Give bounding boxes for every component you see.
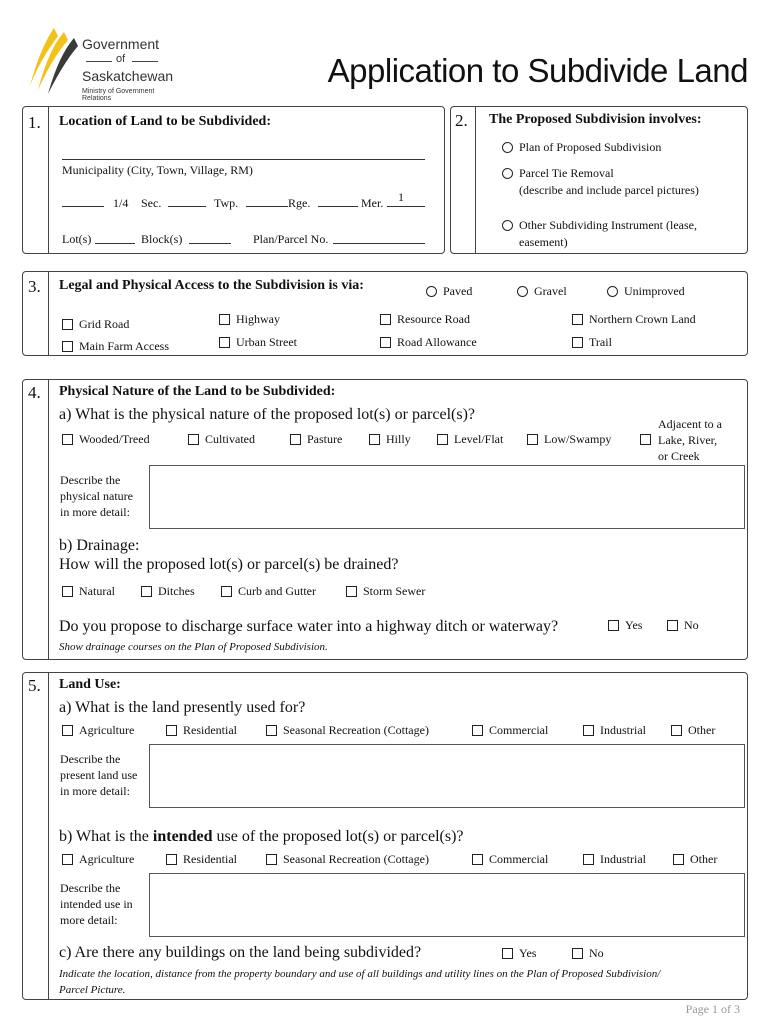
checkbox-other-b[interactable]: Other (673, 852, 717, 867)
checkbox-adjacent[interactable] (640, 432, 657, 447)
checkbox-buildings-no[interactable]: No (572, 946, 604, 961)
drainage-heading: b) Drainage: (59, 537, 140, 554)
section-2-heading: The Proposed Subdivision involves: (489, 112, 702, 127)
page-number: Page 1 of 3 (685, 1002, 740, 1016)
section-1-heading: Location of Land to be Subdivided: (59, 114, 271, 129)
section-5-heading: Land Use: (59, 677, 121, 692)
checkbox-buildings-yes[interactable]: Yes (502, 946, 536, 961)
checkbox-pasture[interactable]: Pasture (290, 432, 342, 447)
describe-physical-1: Describe the (60, 473, 121, 487)
describe-present-2: present land use (60, 768, 138, 782)
adjacent-label-1: Adjacent to a (658, 417, 722, 431)
checkbox-low-swampy[interactable]: Low/Swampy (527, 432, 611, 447)
section-2-number: 2. (455, 111, 468, 130)
rge-label: Rge. (288, 196, 311, 210)
describe-present-3: in more detail: (60, 784, 130, 798)
logo-of: of (116, 53, 126, 65)
logo-government: Government (82, 36, 160, 52)
checkbox-ditches[interactable]: Ditches (141, 584, 195, 599)
section-3-number: 3. (28, 277, 41, 296)
wheat-logo-icon (24, 26, 78, 96)
other-instrument-note: easement) (519, 235, 568, 249)
drainage-question: How will the proposed lot(s) or parcel(s) be drained? (59, 556, 399, 573)
section-5-number: 5. (28, 676, 41, 695)
adjacent-label-2: Lake, River, (658, 433, 718, 447)
section-4-question-a: a) What is the physical nature of the proposed lot(s) or parcel(s)? (59, 406, 475, 423)
section-3-heading: Legal and Physical Access to the Subdivision is via: (59, 278, 364, 293)
describe-present-1: Describe the (60, 752, 121, 766)
checkbox-seasonal-a[interactable]: Seasonal Recreation (Cottage) (266, 723, 429, 738)
section-5-divider (48, 672, 49, 1000)
block-label: Block(s) (141, 232, 183, 246)
buildings-note-1: Indicate the location, distance from the property boundary and use of all buildings and utility lines on the Plan of Proposed Subdivision/ (59, 968, 661, 980)
sec-field[interactable] (168, 206, 206, 207)
twp-label: Twp. (214, 196, 239, 210)
logo-saskatchewan: Saskatchewan (82, 68, 174, 84)
checkbox-grid-road[interactable]: Grid Road (62, 317, 129, 332)
section-5-question-b: b) What is the intended use of the proposed lot(s) or parcel(s)? (59, 828, 464, 845)
mer-label: Mer. (361, 196, 384, 210)
checkbox-curb-gutter[interactable]: Curb and Gutter (221, 584, 316, 599)
adjacent-label-3: or Creek (658, 449, 700, 463)
section-5-question-a: a) What is the land presently used for? (59, 699, 306, 716)
discharge-question: Do you propose to discharge surface water into a highway ditch or waterway? (59, 618, 559, 635)
buildings-note-2: Parcel Picture. (59, 984, 126, 996)
section-1-number: 1. (28, 113, 41, 132)
block-field[interactable] (189, 243, 231, 244)
radio-parcel-tie-removal[interactable]: Parcel Tie Removal (502, 166, 614, 181)
section-4-heading: Physical Nature of the Land to be Subdivided: (59, 384, 336, 399)
describe-intended-1: Describe the (60, 881, 121, 895)
present-use-textarea[interactable] (149, 744, 745, 808)
plan-field[interactable] (333, 243, 425, 244)
checkbox-agriculture-b[interactable]: Agriculture (62, 852, 134, 867)
drainage-note: Show drainage courses on the Plan of Proposed Subdivision. (59, 641, 328, 653)
checkbox-residential-a[interactable]: Residential (166, 723, 237, 738)
section-1-divider (48, 106, 49, 254)
plan-label: Plan/Parcel No. (253, 232, 329, 246)
quarter-label: 1/4 (113, 196, 129, 210)
twp-field[interactable] (246, 206, 288, 207)
checkbox-storm-sewer[interactable]: Storm Sewer (346, 584, 425, 599)
section-2-divider (475, 106, 476, 254)
checkbox-level[interactable]: Level/Flat (437, 432, 503, 447)
logo-rule-left (86, 61, 112, 62)
checkbox-agriculture-a[interactable]: Agriculture (62, 723, 134, 738)
checkbox-commercial-a[interactable]: Commercial (472, 723, 548, 738)
logo-rule-right (132, 61, 158, 62)
radio-gravel[interactable]: Gravel (517, 284, 567, 299)
physical-nature-textarea[interactable] (149, 465, 745, 529)
rge-field[interactable] (318, 206, 358, 207)
checkbox-industrial-b[interactable]: Industrial (583, 852, 646, 867)
lot-label: Lot(s) (62, 232, 92, 246)
checkbox-trail[interactable]: Trail (572, 335, 612, 350)
municipality-label: Municipality (City, Town, Village, RM) (62, 163, 253, 177)
checkbox-cultivated[interactable]: Cultivated (188, 432, 255, 447)
municipality-field[interactable] (62, 159, 425, 160)
checkbox-commercial-b[interactable]: Commercial (472, 852, 548, 867)
describe-intended-2: intended use in (60, 897, 133, 911)
section-4-number: 4. (28, 383, 41, 402)
intended-use-textarea[interactable] (149, 873, 745, 937)
government-logo (24, 26, 184, 102)
checkbox-northern-crown[interactable]: Northern Crown Land (572, 312, 696, 327)
describe-physical-3: in more detail: (60, 505, 130, 519)
checkbox-hilly[interactable]: Hilly (369, 432, 411, 447)
section-5-question-c: c) Are there any buildings on the land being subdivided? (59, 944, 422, 961)
radio-paved[interactable]: Paved (426, 284, 472, 299)
lot-field[interactable] (95, 243, 135, 244)
checkbox-industrial-a[interactable]: Industrial (583, 723, 646, 738)
checkbox-resource-road[interactable]: Resource Road (380, 312, 470, 327)
radio-other-instrument[interactable]: Other Subdividing Instrument (lease, (502, 218, 697, 233)
page-title: Application to Subdivide Land (327, 52, 748, 89)
parcel-tie-note: (describe and include parcel pictures) (519, 183, 699, 197)
describe-physical-2: physical nature (60, 489, 133, 503)
mer-value: 1 (398, 190, 404, 204)
checkbox-urban-street[interactable]: Urban Street (219, 335, 297, 350)
checkbox-seasonal-b[interactable]: Seasonal Recreation (Cottage) (266, 852, 429, 867)
mer-field[interactable] (387, 206, 425, 207)
checkbox-road-allowance[interactable]: Road Allowance (380, 335, 477, 350)
describe-intended-3: more detail: (60, 913, 118, 927)
checkbox-discharge-no[interactable]: No (667, 618, 699, 633)
logo-ministry: Ministry of Government Relations (82, 88, 155, 102)
checkbox-main-farm[interactable]: Main Farm Access (62, 339, 169, 354)
sec-label: Sec. (141, 196, 162, 210)
checkbox-natural[interactable]: Natural (62, 584, 115, 599)
radio-unimproved[interactable]: Unimproved (607, 284, 685, 299)
section-3-divider (48, 271, 49, 356)
checkbox-highway[interactable]: Highway (219, 312, 280, 327)
quarter-field[interactable] (62, 206, 104, 207)
radio-plan-of-proposed[interactable]: Plan of Proposed Subdivision (502, 140, 661, 155)
section-4-divider (48, 379, 49, 660)
checkbox-residential-b[interactable]: Residential (166, 852, 237, 867)
checkbox-discharge-yes[interactable]: Yes (608, 618, 642, 633)
checkbox-other-a[interactable]: Other (671, 723, 715, 738)
checkbox-wooded[interactable]: Wooded/Treed (62, 432, 150, 447)
